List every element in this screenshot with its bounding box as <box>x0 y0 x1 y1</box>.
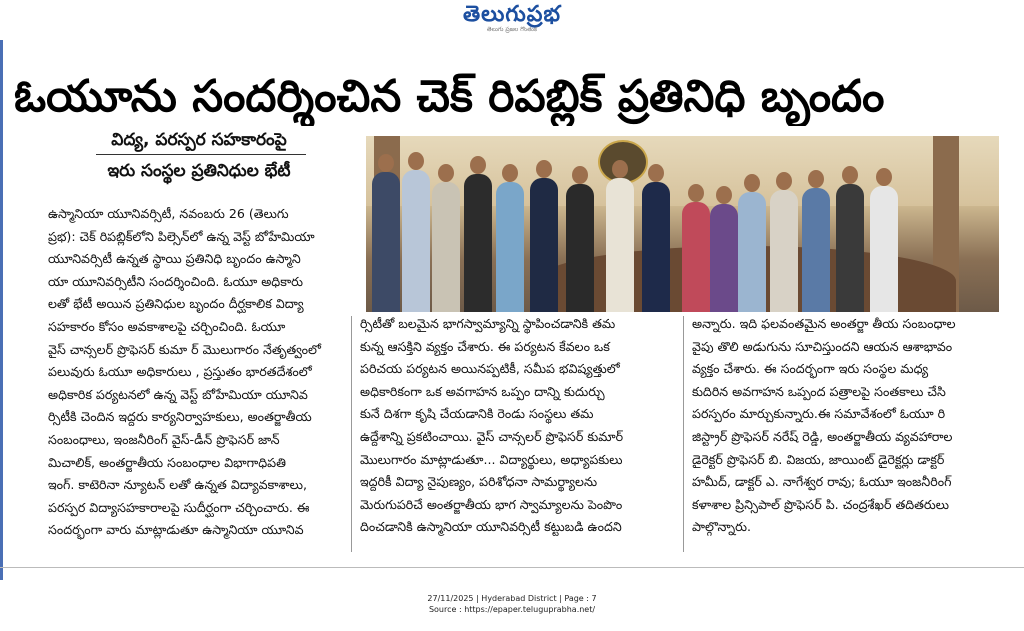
article-line: కునే దిశగా కృషి చేయడానికి రెండు సంస్థలు తమ <box>360 406 594 422</box>
article-line: హమీద్, డాక్టర్ ఎ. నాగేశ్వర రావు; ఓయూ ఇంజనీరింగ్ <box>692 474 952 490</box>
newspaper-logo: తెలుగుప్రభ <box>463 2 561 27</box>
photo-person <box>496 182 524 312</box>
article-line: మెరుగుపరిచే అంతర్జాతీయ భాగ స్వామ్యాలను పెంపొం <box>360 496 623 512</box>
photo-person <box>402 170 430 312</box>
article-line: ఇంగ్. కాటెరినా న్యూటన్ లతో ఉన్నత విద్యావకాశాలు, <box>48 477 307 493</box>
article-line: వైపు తొలి అడుగును సూచిస్తుందని ఆయన ఆశాభావం <box>692 338 953 354</box>
photo-person <box>802 188 830 312</box>
article-line: ప్రభ): చెక్ రిపబ్లిక్‌లోని పిల్సెన్‌లో ఉన్న వెస్ట్ బోహేమియా <box>48 228 315 244</box>
article-line: పరస్పర విద్యాసహకారాలపై సుదీర్ఘంగా చర్చించారు. ఈ <box>48 499 310 515</box>
photo-person <box>770 190 798 312</box>
photo-person <box>372 172 400 312</box>
article-line: కళాశాల ప్రిన్సిపాల్ ప్రొఫెసర్ పి. చంద్రశేఖర్ తదితరులు <box>692 496 950 512</box>
photo-person <box>738 192 766 312</box>
photo-person <box>682 202 710 312</box>
article-line: లతో భేటీ అయిన ప్రతినిధుల బృందం దీర్ఘకాలిక విద్యా <box>48 296 304 312</box>
photo-person <box>566 184 594 312</box>
article-line: ఇద్దరికీ విద్యా నైపుణ్యం, పరిశోధనా సామర్థ్యాలను <box>360 474 598 490</box>
article-line: ర్సిటీకి చెందిన ఇద్దరు కార్యనిర్వాహకులు, అంతర్జాతీయ <box>48 409 312 425</box>
column-divider <box>683 316 684 552</box>
photo-person <box>464 174 492 312</box>
masthead <box>0 0 1024 36</box>
article-line: మొలుగారం మాట్లాడుతూ... విద్యార్థులు, అధ్యాపకులు <box>360 451 623 467</box>
article-line: దించడానికి ఉస్మానియా యూనివర్సిటీ కట్టుబడి ఉందని <box>360 519 622 535</box>
article-line: వైస్ చాన్సలర్ ప్రొఫెసర్ కుమా ర్ మొలుగారం నేతృత్వంలో <box>48 341 321 357</box>
article-line: యా యూనివర్సిటీని సందర్శించింది. ఓయూ అధికారు <box>48 273 303 289</box>
footer-date-page: 27/11/2025 | Hyderabad District | Page : 7 <box>427 594 597 603</box>
photo-person <box>870 186 898 312</box>
photo-wall <box>366 136 999 206</box>
article-line: కుదిరిన అవగాహన ఒప్పంద పత్రాలపై సంతకాలు చేసి <box>692 383 946 399</box>
article-column-2 <box>360 313 672 539</box>
article-line: ఉస్మానియా యూనివర్సిటీ, నవంబరు 26 (తెలుగు <box>48 206 289 221</box>
photo-person <box>642 182 670 312</box>
article-line: డైరెక్టర్ ప్రొఫెసర్ బి. విజయ, జాయింట్ డైరెక్టర్లు డాక్టర్ <box>692 451 945 467</box>
article-line: సందర్భంగా వారు మాట్లాడుతూ ఉస్మానియా యూనివ <box>48 522 304 538</box>
news-photo <box>366 136 999 312</box>
article-line: పరస్పరం మార్చుకున్నారు.ఈ సమావేశంలో ఓయూ రి <box>692 406 946 422</box>
subheadline-line-1: విద్య, పరస్పర సహకారంపై <box>111 130 287 150</box>
subheadline-line-2: ఇరు సంస్థల ప్రతినిధుల భేటీ <box>107 161 291 181</box>
article-line: సంబంధాలు, ఇంజనీరింగ్ వైస్-డీన్ ప్రొఫెసర్ జాన్ <box>48 431 280 447</box>
article-line: వ్యక్తం చేశారు. ఈ సందర్భంగా ఇరు సంస్థల మధ్య <box>692 361 929 377</box>
article-line: యూనివర్సిటీ ఉన్నత స్థాయి ప్రతినిధి బృందం ఉస్మాని <box>48 251 301 267</box>
article-line: ర్సిటీతో బలమైన భాగస్వామ్యాన్ని స్థాపించడానికి తమ <box>360 316 616 331</box>
column-divider <box>351 316 352 552</box>
subheadline-divider <box>96 154 306 155</box>
photo-person <box>836 184 864 312</box>
article-line: జిస్ట్రార్ ప్రొఫెసర్ నరేష్ రెడ్డి, అంతర్జాతీయ వ్యవహారాల <box>692 428 953 444</box>
photo-person <box>530 178 558 312</box>
masthead-tagline: తెలుగు ప్రజల గొంతుక <box>486 26 538 33</box>
article-line: కున్న ఆసక్తిని వ్యక్తం చేశారు. ఈ పర్యటన కేవలం ఒక <box>360 338 610 354</box>
article-line: మిచాలిక్, అంతర్జాతీయ సంబంధాల విభాగాధిపతి <box>48 454 286 470</box>
photo-person <box>710 204 738 312</box>
article-column-3 <box>692 313 1004 539</box>
photo-person <box>606 178 634 312</box>
article-headline: ఓయూను సందర్శించిన చెక్ రిపబ్లిక్ ప్రతినిధి బృందం <box>14 71 885 122</box>
article-line: పాల్గొన్నారు. <box>692 519 751 535</box>
footer-source: Source : https://epaper.teluguprabha.net/ <box>428 605 596 614</box>
article-line: అధికారిక పర్యటనలో ఉన్న వెస్ట్ బోహేమియా యూనివ <box>48 386 308 402</box>
article-column-1 <box>48 203 342 542</box>
article-line: పలువురు ఓయూ అధికారులు , ప్రస్తుతం భారతదేశంలో <box>48 364 312 380</box>
article-line: ఉద్దేశాన్ని ప్రకటించాయి. వైస్ చాన్సలర్ ప్రొఫెసర్ కుమార్ <box>360 428 624 444</box>
article-line: అన్నారు. ఇది ఫలవంతమైన అంతర్జా తీయ సంబంధాల <box>692 316 956 331</box>
article-line: పరిచయ పర్యటన అయినప్పటికీ, సమీప భవిష్యత్తులో <box>360 361 620 377</box>
article-line: సహకారం కోసం అవకాశాలపై చర్చించింది. ఓయూ <box>48 318 286 334</box>
page-left-border <box>0 40 3 580</box>
photo-person <box>432 182 460 312</box>
footer-divider <box>0 567 1024 568</box>
article-line: అధికారికంగా ఒక అవగాహన ఒప్పం దాన్ని కుదుర్చు <box>360 383 605 399</box>
